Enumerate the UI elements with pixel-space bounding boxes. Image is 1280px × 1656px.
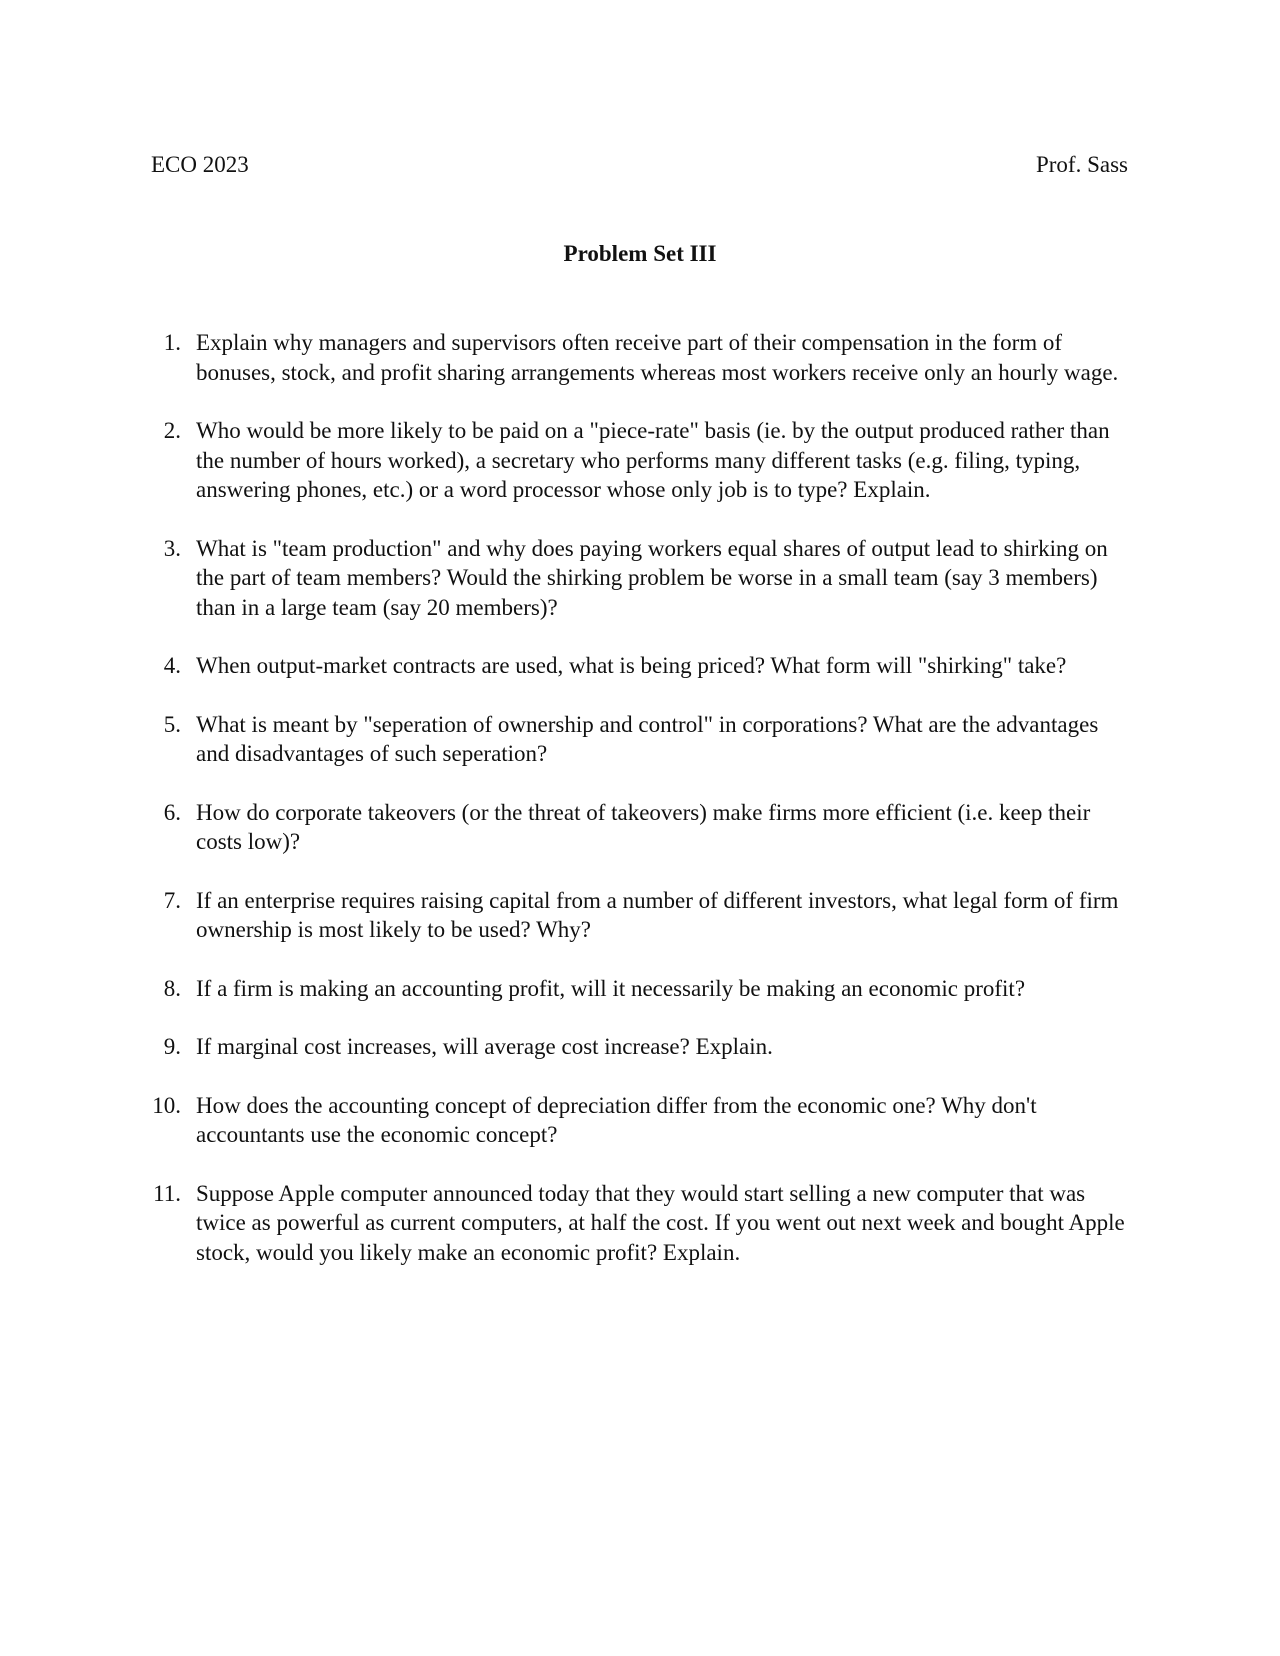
question-text: If marginal cost increases, will average cost increase? Explain.	[196, 1034, 773, 1059]
question-item	[0, 886, 1280, 945]
question-number: 11.	[153, 1180, 181, 1206]
question-item	[0, 416, 1280, 505]
question-text: When output-market contracts are used, what is being priced? What form will "shirking" take?	[196, 653, 1067, 678]
question-list	[0, 328, 1280, 1296]
question-text: Suppose Apple computer announced today that they would start selling a new computer that was twice as powerful as current computers, at half the cost. If you went out next week and bought Apple stock, would you likely make an economic profit? Explain.	[196, 1180, 1125, 1265]
question-text: How does the accounting concept of depreciation differ from the economic one? Why don't accountants use the economic concept?	[196, 1092, 1037, 1147]
question-text: How do corporate takeovers (or the threat of takeovers) make firms more efficient (i.e. keep their costs low)?	[196, 799, 1091, 854]
question-text: Explain why managers and supervisors often receive part of their compensation in the form of bonuses, stock, and profit sharing arrangements whereas most workers receive only an hourly wage.	[196, 330, 1119, 385]
question-number: 9.	[163, 1034, 181, 1059]
question-text: What is meant by "seperation of ownership and control" in corporations? What are the advantages and disadvantages of such seperation?	[196, 711, 1099, 766]
question-number: 3.	[163, 535, 181, 561]
instructor-name: Prof. Sass	[1035, 152, 1128, 177]
question-text: Who would be more likely to be paid on a "piece-rate" basis (ie. by the output produced rather than the number of hours worked), a secretary who performs many different tasks (e.g. filing, typing, answering phones, etc.) or a word processor whose only job is to type? Explain.	[196, 418, 1110, 502]
question-number: 5.	[163, 711, 181, 737]
question-item	[0, 974, 1280, 1004]
question-number: 6.	[163, 799, 181, 825]
page-title: Problem Set III	[563, 241, 717, 266]
question-item	[0, 328, 1280, 387]
question-number: 8.	[163, 975, 181, 1001]
question-text: What is "team production" and why does paying workers equal shares of output lead to shirking on the part of team members? Would the shirking problem be worse in a small team (say 3 members) than in a large team (say 20 members)?	[196, 535, 1108, 620]
question-text: If an enterprise requires raising capital from a number of different investors, what legal form of firm ownership is most likely to be used? Why?	[196, 887, 1119, 942]
question-item	[0, 1032, 1280, 1062]
question-item	[0, 798, 1280, 857]
course-code: ECO 2023	[151, 152, 249, 177]
question-number: 2.	[163, 418, 181, 443]
question-item	[0, 534, 1280, 623]
question-item	[0, 1091, 1280, 1150]
question-item	[0, 710, 1280, 769]
question-number: 1.	[163, 330, 181, 355]
question-number: 4.	[163, 653, 181, 678]
question-item	[0, 1179, 1280, 1268]
question-item	[0, 651, 1280, 681]
question-number: 7.	[163, 887, 181, 913]
question-text: If a firm is making an accounting profit, will it necessarily be making an economic profit?	[196, 975, 1026, 1001]
question-number: 10.	[152, 1092, 181, 1118]
